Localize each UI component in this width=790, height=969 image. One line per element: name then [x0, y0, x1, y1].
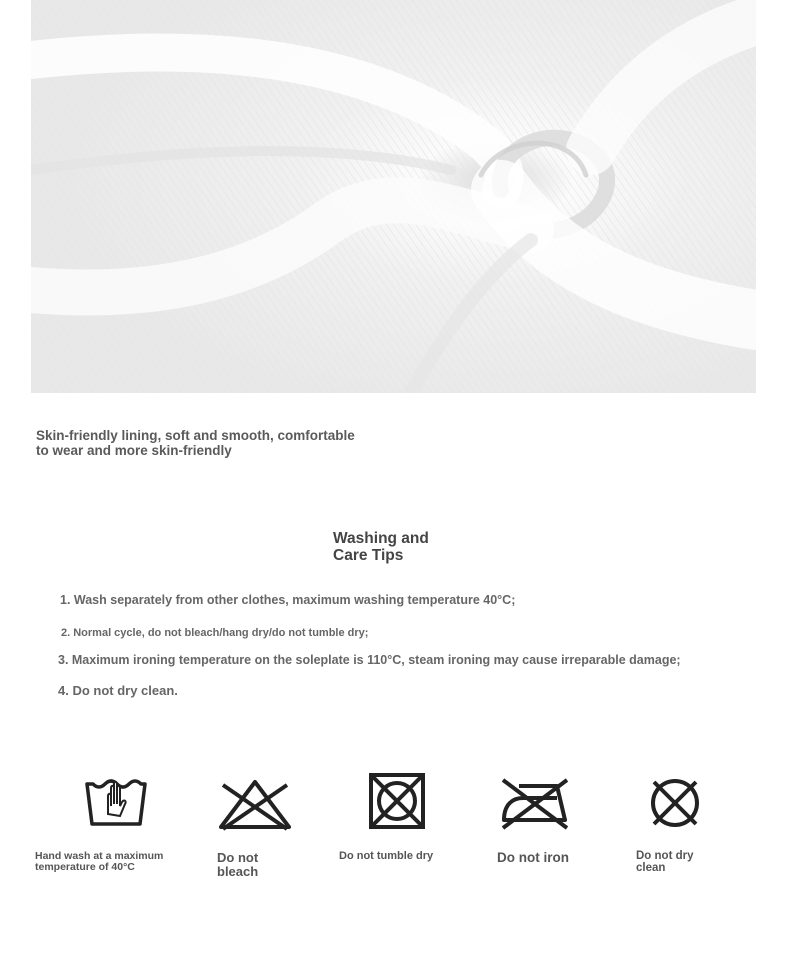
fabric-tagline: Skin-friendly lining, soft and smooth, comfortable to wear and more skin-friendly: [36, 428, 355, 458]
do-not-tumble-dry-label: Do not tumble dry: [339, 850, 434, 862]
do-not-dry-clean-icon: [649, 778, 701, 833]
fabric-photo: [31, 0, 756, 393]
hand-wash-icon: [84, 774, 148, 833]
do-not-bleach-icon: [217, 777, 293, 836]
do-not-dry-clean-label: Do not dry clean: [636, 850, 694, 874]
care-tip-1: 1. Wash separately from other clothes, maximum washing temperature 40°C;: [60, 593, 516, 607]
do-not-bleach-label: Do not bleach: [217, 850, 259, 879]
care-section-title: Washing and Care Tips: [333, 530, 429, 564]
care-tip-3: 3. Maximum ironing temperature on the soleplate is 110°C, steam ironing may cause irreparable damage;: [58, 653, 681, 667]
do-not-iron-icon: [499, 776, 571, 835]
hand-wash-label: Hand wash at a maximum temperature of 40°C: [35, 850, 164, 873]
care-tip-2: 2. Normal cycle, do not bleach/hang dry/do not tumble dry;: [61, 627, 369, 639]
care-tip-4: 4. Do not dry clean.: [58, 683, 178, 698]
do-not-iron-label: Do not iron: [497, 850, 569, 865]
do-not-tumble-dry-icon: [368, 772, 426, 835]
